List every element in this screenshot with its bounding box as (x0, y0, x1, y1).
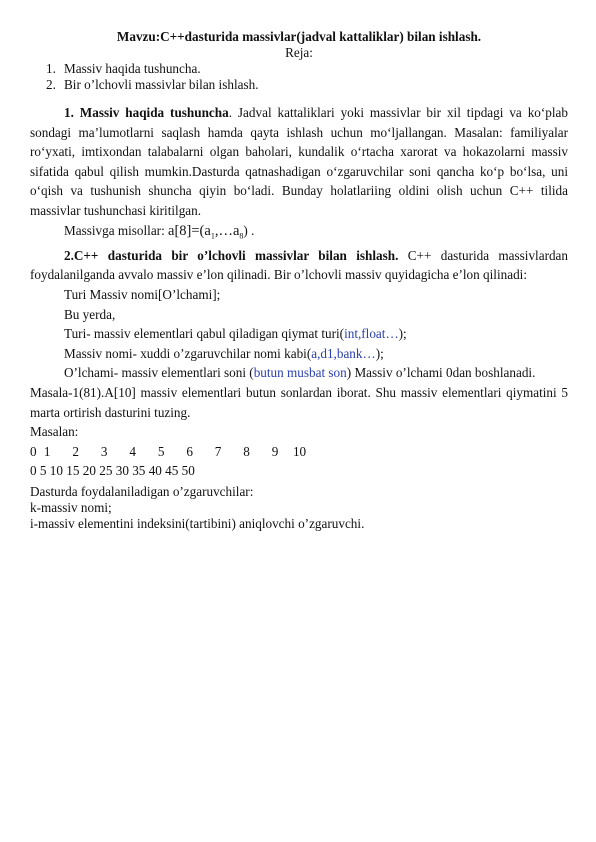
here-line: Bu yerda, (64, 306, 116, 322)
type-end: ); (398, 326, 407, 342)
vars-heading: Dasturda foydalaniladigan o’zgaruvchilar: (30, 483, 254, 499)
type-line (30, 324, 568, 344)
example-heading: Masalan: (30, 424, 79, 440)
name-line (30, 344, 568, 364)
plan-list (30, 61, 568, 93)
index-row: 0 1 2 3 4 5 6 7 8 9 10 (30, 443, 307, 459)
subscript: 1 (210, 231, 215, 241)
type-examples: int,float… (344, 326, 399, 342)
list-number: 2. (46, 77, 56, 92)
type-text: Turi- massiv elementlari qabul qiladigan qiymat turi( (64, 326, 345, 342)
name-text: Massiv nomi- xuddi o’zgaruvchilar nomi kabi( (64, 345, 312, 361)
section1-heading: 1. Massiv haqida tushuncha (64, 105, 229, 120)
size-examples: butun musbat son (253, 365, 347, 381)
value-row: 0 5 10 15 20 25 30 35 40 45 50 (30, 463, 195, 479)
example-end: ) . (243, 222, 255, 238)
section1-paragraph (30, 103, 568, 221)
example-line (30, 221, 568, 246)
list-item (30, 77, 568, 93)
page-title: Mavzu:C++dasturida massivlar(jadval kattaliklar) bilan ishlash. (116, 29, 482, 44)
var-i-line: i-massiv elementini indeksini(tartibini) aniqlovchi o’zgaruvchi. (30, 515, 365, 531)
subscript: 8 (239, 231, 244, 241)
list-item-text: Massiv haqida tushuncha. (64, 61, 201, 76)
plan-heading: Reja: (285, 45, 313, 60)
example-formula: a[8]=(a (168, 222, 211, 239)
size-line (30, 363, 568, 383)
task-paragraph: Masala-1(81).A[10] massiv elementlari butun sonlardan iborat. Shu massiv elementlari qiymatini 5 marta ortirish dasturini tuzing. (30, 384, 568, 420)
document-page (30, 28, 568, 532)
name-examples: a,d1,bank… (311, 345, 376, 361)
var-k-line: k-massiv nomi; (30, 499, 112, 515)
example-mid: ,…a (214, 222, 240, 239)
size-text: O’lchami- massiv elementlari soni ( (64, 365, 254, 381)
name-end: ); (375, 345, 384, 361)
section2-paragraph (30, 246, 568, 285)
example-label: Massivga misollar: (64, 222, 169, 238)
section2-body: C++ dasturida massivlardan foydalanilganda avvalo massiv e’lon qilinadi. Bir o’lchovli massiv quyidagicha e’lon qilinadi: (30, 247, 568, 283)
list-number: 1. (46, 61, 56, 76)
size-end: ) Massiv o’lchami 0dan boshlanadi. (346, 365, 536, 381)
spacer (30, 93, 568, 103)
list-item-text: Bir o’lchovli massivlar bilan ishlash. (64, 77, 259, 92)
list-item (30, 61, 568, 77)
section1-body: . Jadval kattaliklari yoki massivlar bir xil tipdagi va ko‘plab sondagi ma’lumotlarni saqlash hamda qayta ishlash uchun mo‘ljallangan. Masalan: familiyalar ro‘yxati, imtixondan talabalarni olgan baholari, kundalik o‘rtacha xarorat va hokazolarni massiv sifatida qabul qilish mumkin.Dasturda qatnashadigan o‘zgaruvchilar soni qancha ko‘p bo‘lsa, uni o‘qish va tushunish shuncha qiyin bo‘ladi. Bunday holatlariing oldini olish uchun C++ tilida massivlar tushunchasi kiritilgan. (30, 105, 568, 218)
section2-heading: 2.C++ dasturida bir o’lchovli massivlar bilan ishlash. (64, 247, 399, 263)
syntax-line: Turi Massiv nomi[O’lchami]; (64, 286, 221, 302)
